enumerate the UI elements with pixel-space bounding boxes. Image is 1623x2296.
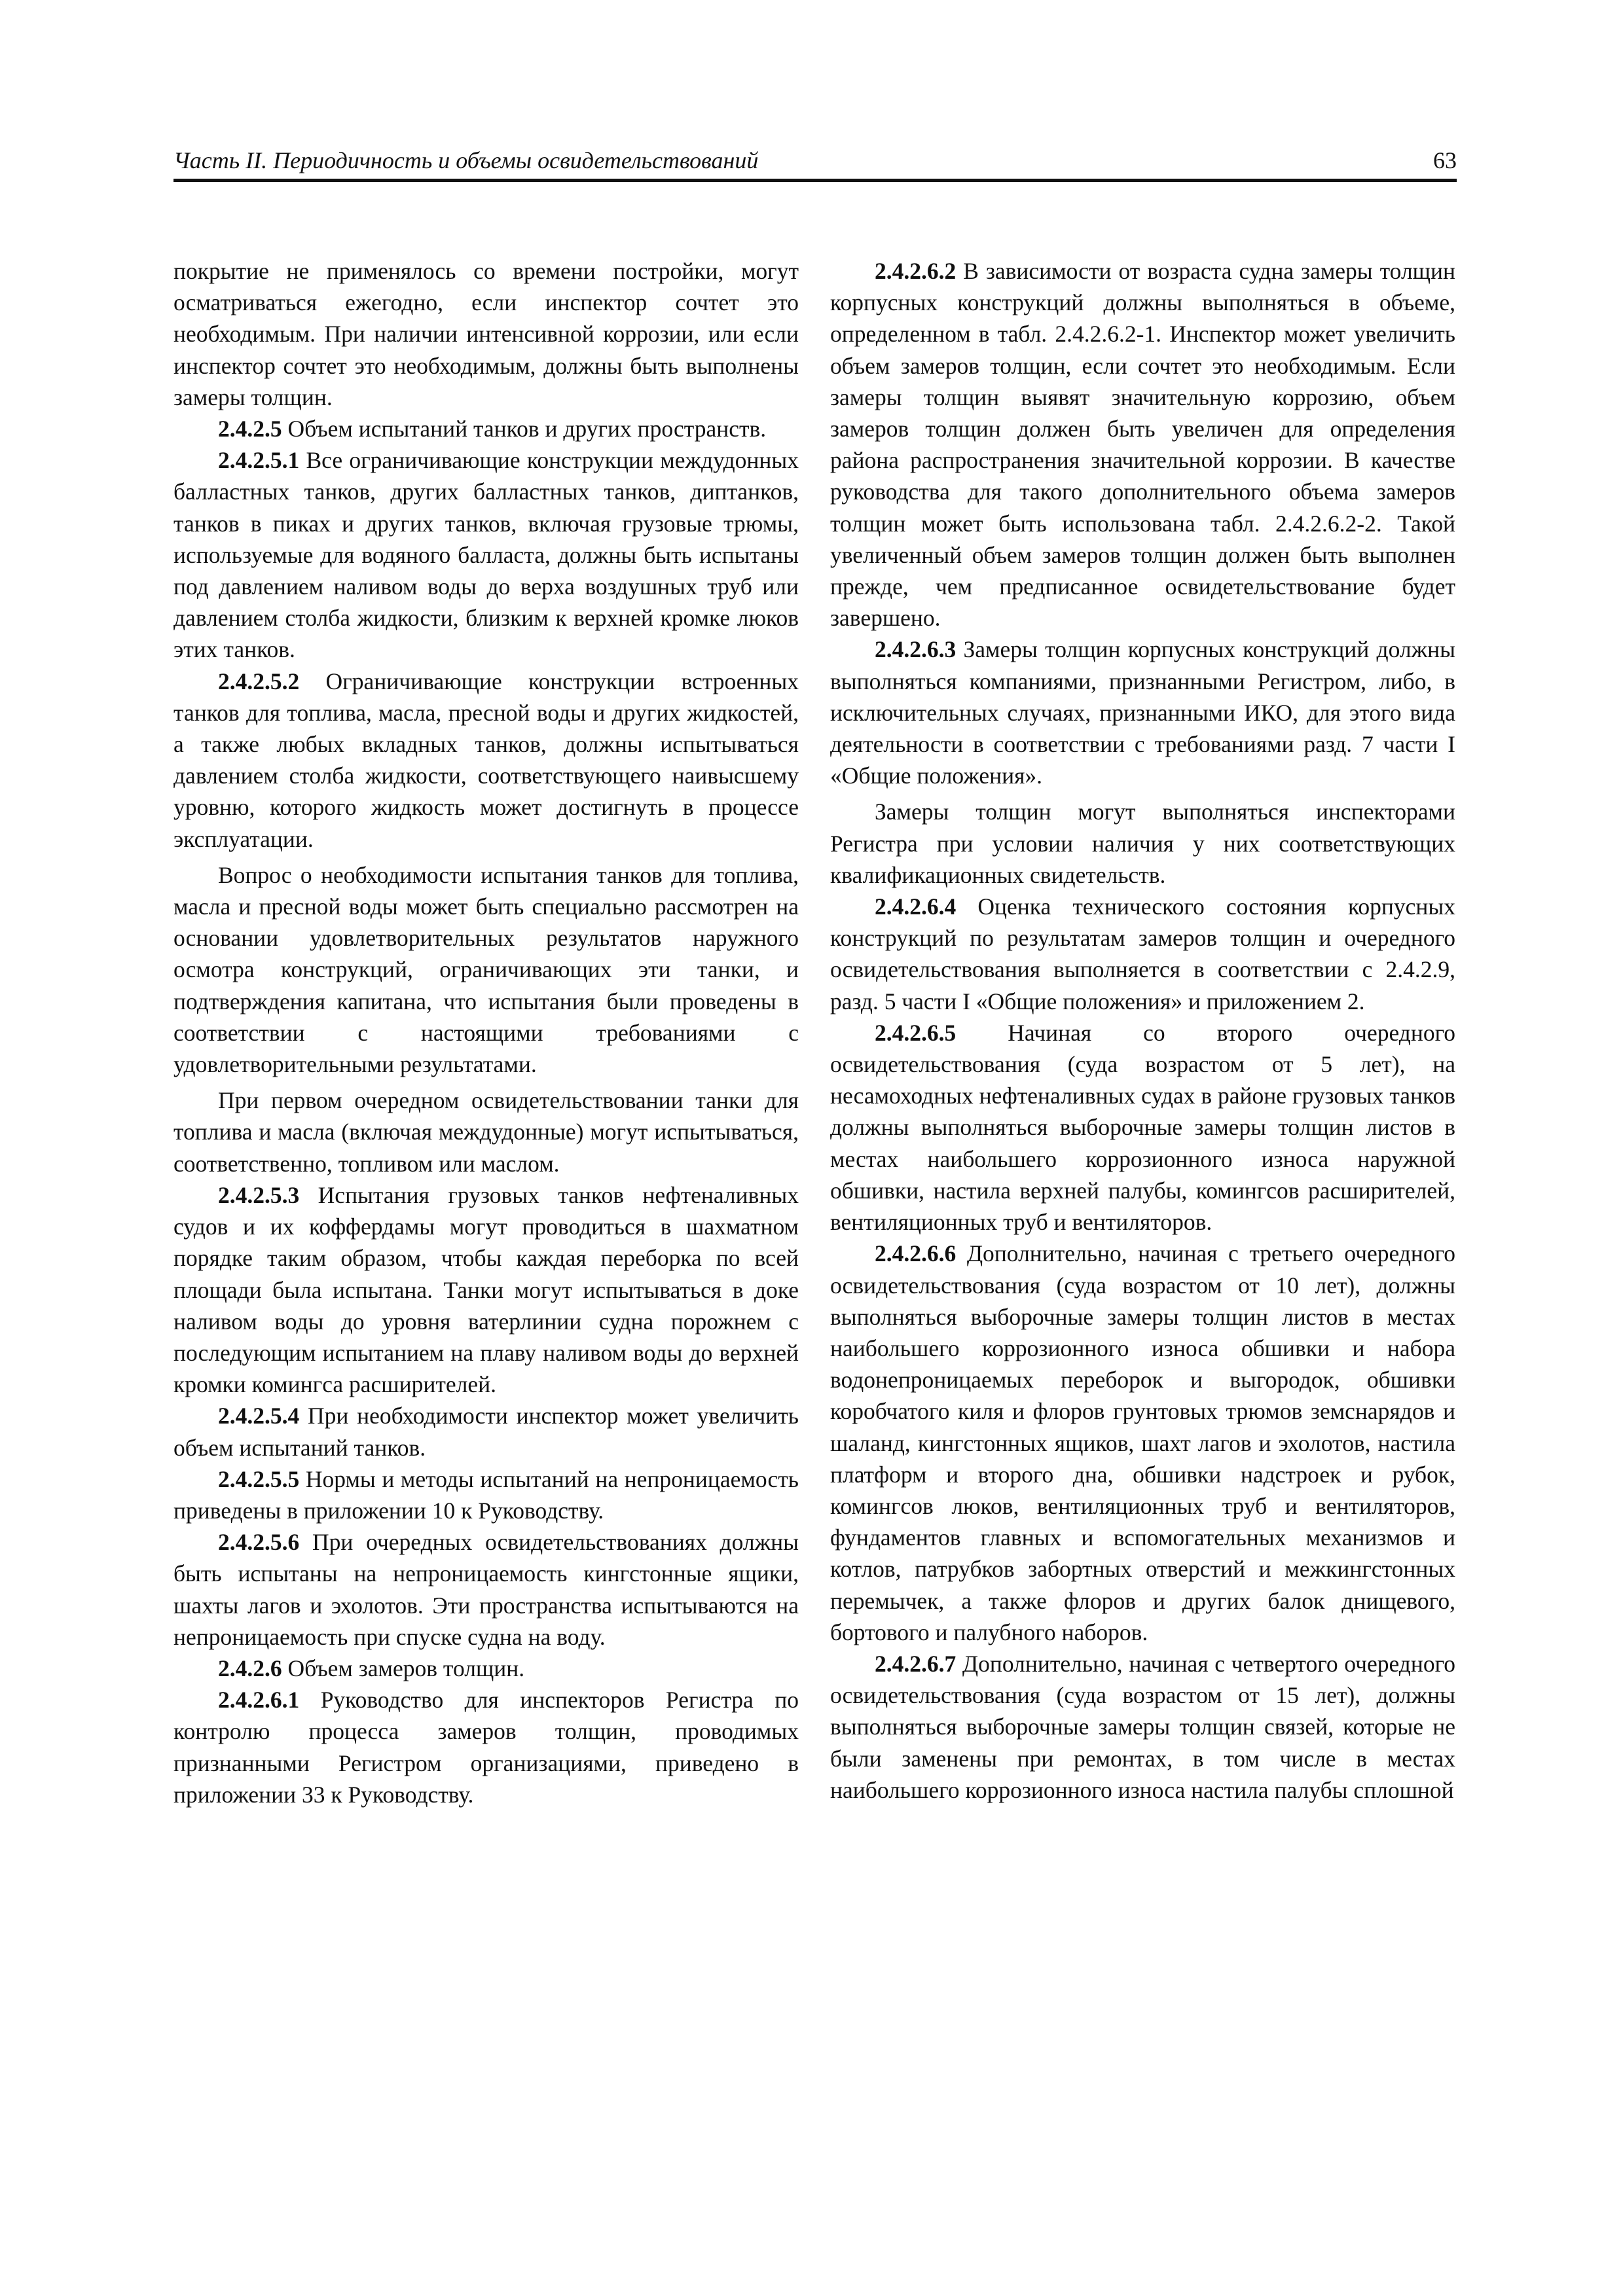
- paragraph: 2.4.2.5.6 При очередных освидетельствованиях должны быть испытаны на непроницаемость кингстонные ящики, шахты лагов и эхолотов. Эти пространства испытываются на непроницаемость при спуске судна на воду.: [173, 1529, 799, 1650]
- clause-number: 2.4.2.5.5: [218, 1465, 300, 1492]
- paragraph: покрытие не применялось со времени постройки, могут осматриваться ежегодно, если инспектор сочтет это необходимым. При наличии интенсивной коррозии, или если инспектор сочтет это необходимым, должны быть выполнены замеры толщин.: [173, 258, 799, 410]
- clause-number: 2.4.2.6.6: [875, 1240, 957, 1267]
- paragraph: 2.4.2.5.3 Испытания грузовых танков нефтеналивных судов и их коффердамы могут проводиться в шахматном порядке таким образом, чтобы каждая переборка по всей площади была испытана. Танки могут испытываться в доке наливом воды до уровня ватерлинии судна порожнем с последующим испытанием на плаву наливом воды до верхней кромки комингса расширителей.: [173, 1181, 799, 1398]
- paragraph: 2.4.2.6.6 Дополнительно, начиная с третьего очередного освидетельствования (суда возрастом от 10 лет), должны выполняться выборочные замеры толщин листов в местах наибольшего коррозионного износа обшивки и набора водонепроницаемых переборок и выгородок, обшивки коробчатого киля и флоров грунтовых трюмов земснарядов и шаланд, кингстонных ящиков, шахт лагов и эхолотов, настила платформ и второго дна, обшивки надстроек и рубок, комингсов люков, вентиляционных труб и вентиляторов, фундаментов главных и вспомогательных механизмов и котлов, патрубков забортных отверстий и межкингстонных перемычек, а также флоров и других балок днищевого, бортового и палубного наборов.: [830, 1240, 1455, 1645]
- clause-number: 2.4.2.5.3: [218, 1181, 300, 1208]
- paragraph: 2.4.2.6.3 Замеры толщин корпусных конструкций должны выполняться компаниями, признанными Регистром, либо, в исключительных случаях, признанными ИКО, для этого вида деятельности в соответствии с требованиями разд. 7 части I «Общие положения».: [830, 636, 1455, 789]
- paragraph: 2.4.2.6.5 Начиная со второго очередного освидетельствования (суда возрастом от 5 лет), на несамоходных нефтеналивных судах в районе грузовых танков должны выполняться выборочные замеры толщин листов в местах наибольшего коррозионного износа наружной обшивки, настила верхней палубы, комингсов расширителей, вентиляционных труб и вентиляторов.: [830, 1019, 1455, 1236]
- paragraph: При первом очередном освидетельствовании танки для топлива и масла (включая междудонные) могут испытываться, соответственно, топливом или маслом.: [173, 1087, 799, 1177]
- paragraph: 2.4.2.5 Объем испытаний танков и других пространств.: [218, 416, 767, 442]
- paragraph: 2.4.2.5.1 Все ограничивающие конструкции междудонных балластных танков, других балластных танков, диптанков, танков в пиках и других танков, включая грузовые трюмы, используемые для водяного балласта, должны быть испытаны под давлением наливом воды до верха воздушных труб или давлением столба жидкости, близким к верхней кромке люков этих танков.: [173, 447, 799, 663]
- page-number: 63: [1433, 147, 1457, 173]
- clause-number: 2.4.2.5: [218, 416, 282, 442]
- clause-number: 2.4.2.6: [218, 1655, 282, 1681]
- clause-number: 2.4.2.5.6: [218, 1529, 300, 1556]
- paragraph: 2.4.2.6 Объем замеров толщин.: [218, 1655, 525, 1681]
- paragraph: Вопрос о необходимости испытания танков для топлива, масла и пресной воды может быть специально рассмотрен на основании удовлетворительных результатов наружного осмотра конструкций, ограничивающих эти танки, и подтверждения капитана, что испытания были проведены в соответствии с настоящими требованиями с удовлетворительными результатами.: [173, 861, 799, 1078]
- left-column: [173, 255, 799, 1810]
- clause-number: 2.4.2.6.5: [875, 1019, 957, 1046]
- paragraph: 2.4.2.5.4 При необходимости инспектор может увеличить объем испытаний танков.: [173, 1403, 799, 1461]
- paragraph: 2.4.2.6.2 В зависимости от возраста судна замеры толщин корпусных конструкций должны выполняться в объеме, определенном в табл. 2.4.2.6.2-1. Инспектор может увеличить объем замеров толщин, если сочтет это необходимым. Если замеры толщин выявят значительную коррозию, объем замеров толщин должен быть увеличен для определения района распространения значительной коррозии. В качестве руководства для такого дополнительного объема замеров толщин может быть использована табл. 2.4.2.6.2-2. Такой увеличенный объем замеров толщин должен быть выполнен прежде, чем предписанное освидетельствование будет завершено.: [830, 258, 1455, 632]
- clause-number: 2.4.2.6.7: [875, 1650, 957, 1677]
- right-column: [830, 255, 1455, 1806]
- header-title: Часть II. Периодичность и объемы освидетельствований: [173, 147, 759, 173]
- paragraph: 2.4.2.6.7 Дополнительно, начиная с четвертого очередного освидетельствования (суда возрастом от 15 лет), должны выполняться выборочные замеры толщин связей, которые не были заменены при ремонтах, в том числе в местах наибольшего коррозионного износа настила палубы сплошной: [830, 1650, 1455, 1803]
- clause-number: 2.4.2.5.1: [218, 447, 300, 474]
- clause-number: 2.4.2.5.4: [218, 1403, 300, 1429]
- clause-number: 2.4.2.6.4: [875, 893, 957, 920]
- clause-number: 2.4.2.6.2: [875, 258, 957, 284]
- paragraph: 2.4.2.6.4 Оценка технического состояния корпусных конструкций по результатам замеров толщин и очередного освидетельствования выполняется в соответствии с 2.4.2.9, разд. 5 части I «Общие положения» и приложением 2.: [830, 893, 1455, 1014]
- clause-number: 2.4.2.6.1: [218, 1687, 300, 1713]
- clause-number: 2.4.2.6.3: [875, 636, 957, 663]
- paragraph: 2.4.2.5.2 Ограничивающие конструкции встроенных танков для топлива, масла, пресной воды и других жидкостей, а также любых вкладных танков, должны испытываться давлением столба жидкости, соответствующего наивысшему уровню, которого жидкость может достигнуть в процессе эксплуатации.: [173, 668, 799, 852]
- running-header: [173, 139, 1457, 182]
- paragraph: 2.4.2.5.5 Нормы и методы испытаний на непроницаемость приведены в приложении 10 к Руководству.: [173, 1465, 799, 1524]
- clause-number: 2.4.2.5.2: [218, 668, 300, 694]
- paragraph: Замеры толщин могут выполняться инспекторами Регистра при условии наличия у них соответствующих квалификационных свидетельств.: [830, 798, 1455, 888]
- paragraph: 2.4.2.6.1 Руководство для инспекторов Регистра по контролю процесса замеров толщин, проводимых признанными Регистром организациями, приведено в приложении 33 к Руководству.: [173, 1687, 799, 1808]
